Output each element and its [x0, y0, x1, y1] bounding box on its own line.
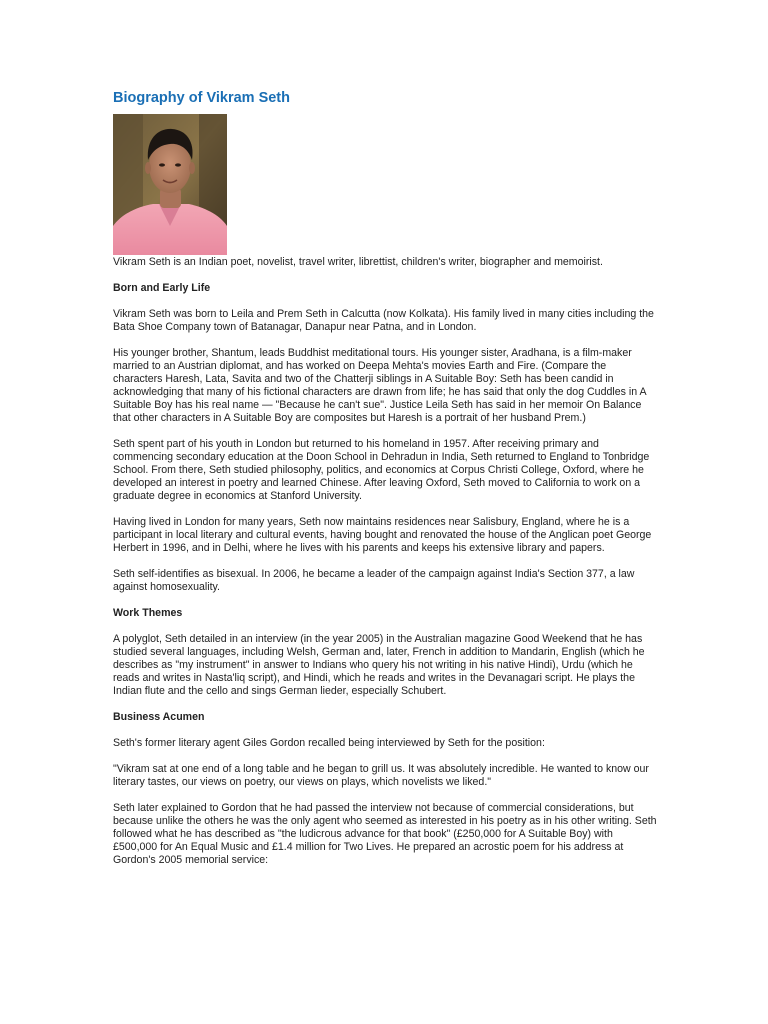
intro-paragraph: Vikram Seth is an Indian poet, novelist, travel writer, librettist, children's writer, biographer and memoirist. [113, 256, 603, 268]
paragraph: Seth spent part of his youth in London but returned to his homeland in 1957. After receiving primary and commencing secondary education at the Doon School in Dehradun in India, Seth returned to England to Tonbridge School. From there, Seth studied philosophy, politics, and economics at Corpus Christi College, Oxford, where he developed an interest in poetry and learned Chinese. After leaving Oxford, Seth moved to California to work on a graduate degree in economics at Stanford University. [113, 438, 650, 502]
author-portrait [113, 114, 227, 255]
paragraph: Having lived in London for many years, Seth now maintains residences near Salisbury, England, where he is a participant in local literary and cultural events, having bought and renovated the house of the Anglican poet George Herbert in 1996, and in Delhi, where he lives with his parents and keeps his extensive library and papers. [113, 516, 652, 554]
paragraph: Seth's former literary agent Giles Gordon recalled being interviewed by Seth for the position: [113, 737, 545, 749]
paragraph: His younger brother, Shantum, leads Buddhist meditational tours. His younger sister, Aradhana, is a film-maker married to an Austrian diplomat, and has worked on Deepa Mehta's movies Earth and Fire. (Compare the characters Haresh, Lata, Savita and two of the Chatterji siblings in A Suitable Boy: Seth has been candid in acknowledging that many of his fictional characters are drawn from life; he has said that only the dog Cuddles in A Suitable Boy has his real name — "Because he can't sue". Justice Leila Seth has said in her memoir On Balance that other characters in A Suitable Boy are composites but Haresh is a portrait of her husband Prem.) [113, 347, 646, 424]
page-title: Biography of Vikram Seth [113, 90, 290, 106]
section-heading-born-and-early-life: Born and Early Life [113, 282, 211, 294]
quote-paragraph: "Vikram sat at one end of a long table and he began to grill us. It was absolutely incredible. He wanted to know our literary tastes, our views on poetry, our views on plays, which novelists we liked." [113, 763, 649, 788]
section-heading-work-themes: Work Themes [113, 607, 183, 619]
paragraph: Vikram Seth was born to Leila and Prem Seth in Calcutta (now Kolkata). His family lived in many cities including the Bata Shoe Company town of Batanagar, Danapur near Patna, and in London. [113, 308, 654, 333]
section-heading-business-acumen: Business Acumen [113, 711, 205, 723]
paragraph: Seth self-identifies as bisexual. In 2006, he became a leader of the campaign against India's Section 377, a law against homosexuality. [113, 568, 635, 593]
paragraph: A polyglot, Seth detailed in an interview (in the year 2005) in the Australian magazine Good Weekend that he has studied several languages, including Welsh, German and, later, French in addition to Mandarin, English (which he describes as "my instrument" in answer to Indians who query his not writing in his native Hindi), Urdu (which he reads and writes in Nasta'liq script), and Hindi, which he reads and writes in the Devanagari script. He plays the Indian flute and the cello and sings German lieder, especially Schubert. [113, 633, 645, 697]
paragraph: Seth later explained to Gordon that he had passed the interview not because of commercial considerations, but because unlike the others he was the only agent who seemed as interested in his poetry as in his other writing. Seth followed what he has described as "the ludicrous advance for that book" (£250,000 for A Suitable Boy) with £500,000 for An Equal Music and £1.4 million for Two Lives. He prepared an acrostic poem for his address at Gordon's 2005 memorial service: [113, 802, 657, 866]
document-page [113, 88, 658, 880]
